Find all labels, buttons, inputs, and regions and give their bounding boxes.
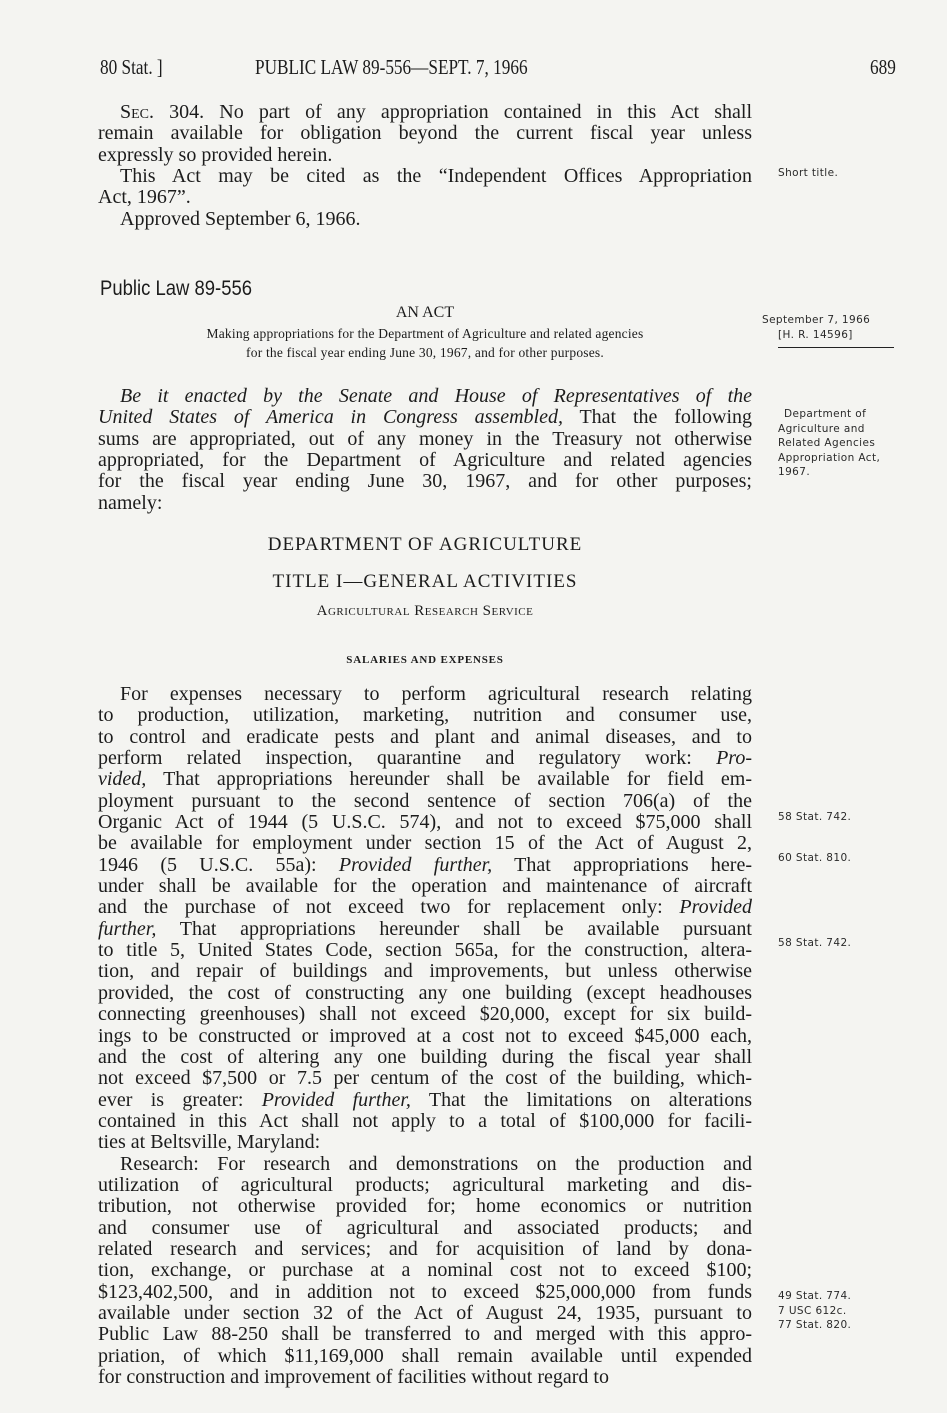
text-line: related research and services; and for acquisition of land by dona- [98,1237,752,1260]
title-heading: TITLE I—GENERAL ACTIVITIES [272,571,578,592]
note-line: Department of [784,408,867,420]
running-title: PUBLIC LAW 89-556—SEPT. 7, 1966 [255,55,528,79]
note-line: 77 Stat. 820. [778,1319,852,1331]
note-line: Related Agencies [778,437,876,449]
text-line: Act, 1967”. [98,186,191,209]
act-heading: AN ACT [395,304,455,321]
text-line: to title 5, United States Code, section 565a, for the construction, altera- [98,939,752,962]
text-line: Sec. 304. No part of any appropriation contained in this Act shall [120,101,752,123]
text-line: not exceed $7,500 or 7.5 per centum of the cost of the building, which- [98,1067,752,1090]
text-line: appropriated, for the Department of Agriculture and related agencies [98,449,752,472]
margin-short-title: Short title. [778,167,839,179]
text-line: contained in this Act shall not apply to a total of $100,000 for facili- [98,1109,752,1132]
text-line: Approved September 6, 1966. [120,207,361,230]
page-number: 689 [870,55,896,79]
text-line: available under section 32 of the Act of August 24, 1935, pursuant to [98,1301,752,1324]
enacting-clause [98,386,752,514]
text-line: United States of America in Congress assembled, That the following [98,406,752,429]
text-line: expressly so provided herein. [98,143,333,166]
text-line: Research: For research and demonstrations on the production and [120,1152,752,1175]
text-line: Be it enacted by the Senate and House of Representatives of the [120,385,752,407]
text-line: and the cost of altering any one building during the fiscal year shall [98,1045,752,1068]
note-line: 7 USC 612c. [778,1304,847,1317]
section-304 [98,102,752,230]
text-line: be available for employment under section 15 of the Act of August 2, [98,832,752,855]
text-line: For expenses necessary to perform agricultural research relating [120,683,752,705]
text-line: tribution, not otherwise provided for; home economics or nutrition [98,1195,752,1218]
note-line: 1967. [778,466,811,478]
text-line: This Act may be cited as the “Independent Offices Appropriation [120,165,752,188]
text-line: to control and eradicate pests and plant and animal diseases, and to [98,725,752,748]
service-heading: Agricultural Research Service [316,603,534,619]
margin-bill: [H. R. 14596] [778,328,894,348]
text-line: tion, and repair of buildings and improvements, but unless otherwise [98,960,752,983]
salaries-heading: SALARIES AND EXPENSES [346,654,504,666]
text-line: further, That appropriations hereunder shall be available pursuant [98,917,752,940]
text-line: connecting greenhouses) shall not exceed $20,000, except for six build- [98,1003,752,1026]
law-number: Public Law 89-556 [100,277,253,300]
note-line: Agriculture and [778,422,865,435]
act-purpose [98,324,752,362]
margin-cite: 58 Stat. 742. [778,937,852,949]
note-line: 49 Stat. 774. [778,1290,852,1302]
text-line: $123,402,500, and in addition not to exceed $25,000,000 from funds [98,1280,752,1303]
text-line: for the fiscal year ending June 30, 1967, and for other purposes; [98,470,752,493]
purpose-line: for the fiscal year ending June 30, 1967, and for other purposes. [246,345,604,360]
text-line: priation, of which $11,169,000 shall remain available until expended [98,1344,752,1367]
volume-ref: 80 Stat. ] [100,55,163,79]
body-text [98,684,752,1388]
purpose-line: Making appropriations for the Department of Agriculture and related agencies [206,326,644,341]
text-line: sums are appropriated, out of any money in the Treasury not otherwise [98,427,752,450]
text-line: ties at Beltsville, Maryland: [98,1131,321,1154]
text-line: namely: [98,491,163,514]
text-line: Organic Act of 1944 (5 U.S.C. 574), and not to exceed $75,000 shall [98,811,752,834]
text-line: perform related inspection, quarantine and regulatory work: Pro- [98,747,752,770]
text-line: utilization of agricultural products; agricultural marketing and dis- [98,1173,752,1196]
margin-date: September 7, 1966 [762,314,871,326]
department-heading: DEPARTMENT OF AGRICULTURE [267,534,583,555]
text-line: remain available for obligation beyond the current fiscal year unless [98,122,752,145]
text-line: ings to be constructed or improved at a cost not to exceed $45,000 each, [98,1024,752,1047]
margin-cite: 60 Stat. 810. [778,852,852,864]
note-line: Appropriation Act, [778,451,881,464]
text-line: 1946 (5 U.S.C. 55a): Provided further, That appropriations here- [98,853,752,876]
text-line: for construction and improvement of facilities without regard to [98,1366,609,1388]
text-line: ployment pursuant to the second sentence of section 706(a) of the [98,789,752,812]
text-line: tion, exchange, or purchase at a nominal cost not to exceed $100; [98,1259,752,1282]
text-line: to production, utilization, marketing, nutrition and consumer use, [98,704,752,727]
margin-dept-note [778,407,880,480]
text-line: vided, That appropriations hereunder shall be available for field em- [98,768,752,791]
text-line: and consumer use of agricultural and associated products; and [98,1216,752,1239]
margin-cite: 58 Stat. 742. [778,811,852,823]
text-line: under shall be available for the operation and maintenance of aircraft [98,875,752,898]
text-line: ever is greater: Provided further, That the limitations on alterations [98,1088,752,1111]
text-line: provided, the cost of constructing any one building (except headhouses [98,981,752,1004]
text-line: Public Law 88-250 shall be transferred to and merged with this appro- [98,1323,752,1346]
margin-cite-group [778,1289,851,1333]
text-line: and the purchase of not exceed two for replacement only: Provided [98,896,752,919]
